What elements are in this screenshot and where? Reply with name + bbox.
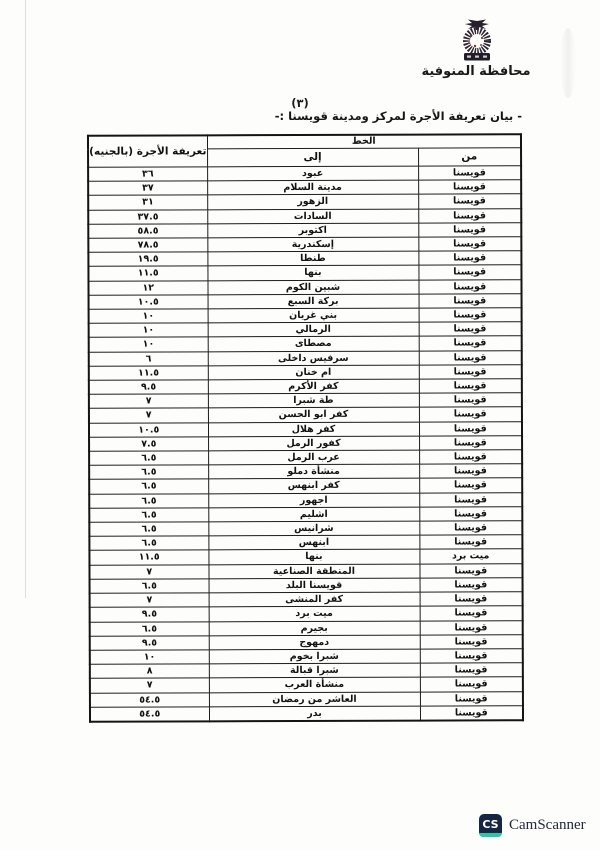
cell-to: مصطاى [208,337,419,352]
cell-fare: ٧ [90,678,209,693]
cell-from: قويسنا [418,279,521,294]
cell-to: شرانيس [208,521,419,536]
cell-to: بركة السبع [208,294,419,309]
cell-from: قويسنا [419,379,522,394]
cell-to: منشأة العرب [209,677,420,692]
cell-from: قويسنا [419,450,522,465]
cell-fare: ٥٤.٥ [90,692,209,707]
cell-to: بدر [209,706,420,721]
table-row [89,464,522,480]
cell-fare: ١٢ [88,280,207,295]
cell-fare: ١١.٥ [89,366,208,381]
cell-to: عبود [207,166,418,181]
cell-to: الزهور [207,195,418,210]
cell-fare: ٦.٥ [90,579,209,594]
cell-to: قويسنا البلد [209,578,420,593]
cell-to: طة شبرا [208,393,419,408]
cell-from: قويسنا [419,492,522,507]
table-row [90,634,523,650]
cell-to: ابنهس [208,535,419,550]
table-row [89,322,522,338]
table-row [90,691,523,707]
cell-from: قويسنا [419,478,522,493]
table-row [89,308,522,324]
cell-fare: ١٠ [89,309,208,324]
cell-to: العاشر من رمضان [209,692,420,707]
cell-to: شبرا بخوم [209,649,420,664]
cell-from: قويسنا [419,464,522,479]
table-row [90,606,523,622]
cell-fare: ٩.٥ [90,607,209,622]
table-row [88,194,521,210]
cell-fare: ١٠ [89,337,208,352]
cell-from: قويسنا [419,308,522,323]
cell-fare: ١٩.٥ [88,252,207,267]
cell-fare: ٣٧ [88,181,207,196]
cell-from: قويسنا [419,322,522,337]
table-row [89,350,522,366]
cell-from: قويسنا [419,407,522,422]
cell-from: قويسنا [420,606,523,621]
cell-from: قويسنا [420,634,523,649]
col-header-line: الخط [207,134,521,149]
cell-fare: ٣٧.٥ [88,209,207,224]
cell-from: قويسنا [418,180,521,195]
table-row [90,663,523,679]
table-row [90,649,523,665]
table-row [89,294,522,310]
cell-fare: ٦ [89,351,208,366]
camscanner-cs-badge-icon: CS [479,814,502,837]
table-row [89,436,522,452]
cell-from: قويسنا [420,578,523,593]
cell-fare: ٣٦ [88,167,207,182]
cell-to: ميت برد [209,606,420,621]
table-row [89,478,522,494]
table-row [89,421,522,437]
cell-fare: ٩.٥ [90,636,209,651]
cell-from: قويسنا [419,521,522,536]
cell-from: قويسنا [420,705,523,720]
cell-from: قويسنا [419,563,522,578]
cell-from: قويسنا [418,265,521,280]
table-row [89,507,522,523]
table-row [90,677,523,693]
table-row [88,279,521,295]
cell-from: قويسنا [419,393,522,408]
cell-fare: ١١.٥ [88,266,207,281]
cell-to: كفر ابنهس [208,479,419,494]
cell-to: سرفيس داخلى [208,351,419,366]
cell-from: قويسنا [419,336,522,351]
cell-fare: ٦.٥ [90,621,209,636]
table-row [89,407,522,423]
cell-fare: ٧ [89,394,208,409]
cell-to: دمهوج [209,635,420,650]
cell-fare: ٧٨.٥ [88,238,207,253]
fare-table-body [88,166,523,722]
cell-to: كفور الرمل [208,436,419,451]
cell-to: الرمالي [208,322,419,337]
page-number: (٣) [291,96,309,110]
camscanner-wordmark: CamScanner [509,817,586,833]
cell-fare: ٦.٥ [89,451,208,466]
table-row [90,578,523,594]
cell-from: قويسنا [420,677,523,692]
cell-from: قويسنا [418,194,521,209]
cell-fare: ٧ [90,593,209,608]
cell-from: قويسنا [420,620,523,635]
document-title: - بيان تعريفة الأجرة لمركز ومدينة قويسنا :- [274,109,522,123]
cell-to: بني غريان [208,308,419,323]
cell-from: قويسنا [418,223,521,238]
cell-to: اكتوبر [207,223,418,238]
col-header-to: إلى [207,148,418,167]
cell-to: إسكندرية [207,237,418,252]
cell-to: بنها [208,550,419,565]
table-row [88,180,521,196]
table-row [89,549,522,565]
cell-fare: ١٠.٥ [89,295,208,310]
cell-fare: ١١.٥ [89,550,208,565]
cell-fare: ١٠ [90,650,209,665]
cell-to: مدينة السلام [207,180,418,195]
cell-to: كفر الأكرم [208,379,419,394]
cell-from: قويسنا [418,251,521,266]
table-row [89,393,522,409]
table-row [89,336,522,352]
cell-fare: ٥٤.٥ [90,707,209,722]
cell-from: قويسنا [418,166,521,181]
table-row [88,251,521,267]
scan-artifact-line [25,0,26,598]
cell-fare: ٩.٥ [89,380,208,395]
cell-to: كفر ابو الحسن [208,408,419,423]
table-row [89,492,522,508]
cell-to: ام خنان [208,365,419,380]
cell-to: شبرا قبالة [209,663,420,678]
cell-to: طنطا [207,251,418,266]
cell-fare: ٧ [89,565,208,580]
col-header-fare: تعريفة الأجرة (بالجنيه) [88,135,207,167]
cell-from: قويسنا [420,663,523,678]
cell-from: قويسنا [418,208,521,223]
cell-to: كفر هلال [208,422,419,437]
cell-to: اشليم [208,507,419,522]
table-row [88,166,521,182]
cell-fare: ١٠ [89,323,208,338]
cell-to: عرب الرمل [208,450,419,465]
cell-to: بنها [207,266,418,281]
col-header-from: من [418,148,521,166]
cell-from: قويسنا [420,649,523,664]
cell-fare: ٧.٥ [89,437,208,452]
cell-from: قويسنا [420,691,523,706]
table-row [90,620,523,636]
scan-artifact-smudge [560,28,576,98]
cell-fare: ٦.٥ [89,522,208,537]
table-row [88,265,521,281]
cell-from: قويسنا [419,507,522,522]
governorate-name: محافظة المنوفية [421,64,531,79]
cell-fare: ١٠.٥ [89,422,208,437]
cell-from: قويسنا [419,436,522,451]
cell-fare: ٦.٥ [89,508,208,523]
table-row [89,563,522,579]
cell-fare: ٥٨.٥ [88,224,207,239]
cell-from: ميت برد [419,549,522,564]
cell-to: المنطقة الصناعية [208,564,419,579]
table-row [88,208,521,224]
table-row [88,223,521,239]
cell-to: شبين الكوم [207,280,418,295]
cell-to: منشأة دملو [208,464,419,479]
camscanner-watermark [479,814,586,837]
cell-fare: ٣١ [88,195,207,210]
cell-fare: ٨ [90,664,209,679]
table-row [89,535,522,551]
cell-to: كفر المنشى [209,592,420,607]
cell-from: قويسنا [420,592,523,607]
cell-fare: ٦.٥ [89,536,208,551]
cell-to: السادات [207,209,418,224]
cell-from: قويسنا [419,535,522,550]
cell-to: بجيرم [209,621,420,636]
cell-fare: ٦.٥ [89,479,208,494]
table-row [89,365,522,381]
cell-from: قويسنا [419,421,522,436]
cell-to: اجهور [208,493,419,508]
governorate-eagle-emblem-icon [451,19,503,64]
table-row [90,705,523,721]
table-row [88,237,521,253]
cell-fare: ٦.٥ [89,465,208,480]
cell-fare: ٦.٥ [89,494,208,509]
cell-fare: ٧ [89,408,208,423]
cell-from: قويسنا [418,237,521,252]
table-row [89,450,522,466]
fare-table [87,133,522,722]
cell-from: قويسنا [419,365,522,380]
table-row [89,521,522,537]
cell-from: قويسنا [419,294,522,309]
table-row [89,379,522,395]
table-row [90,592,523,608]
cell-from: قويسنا [419,350,522,365]
